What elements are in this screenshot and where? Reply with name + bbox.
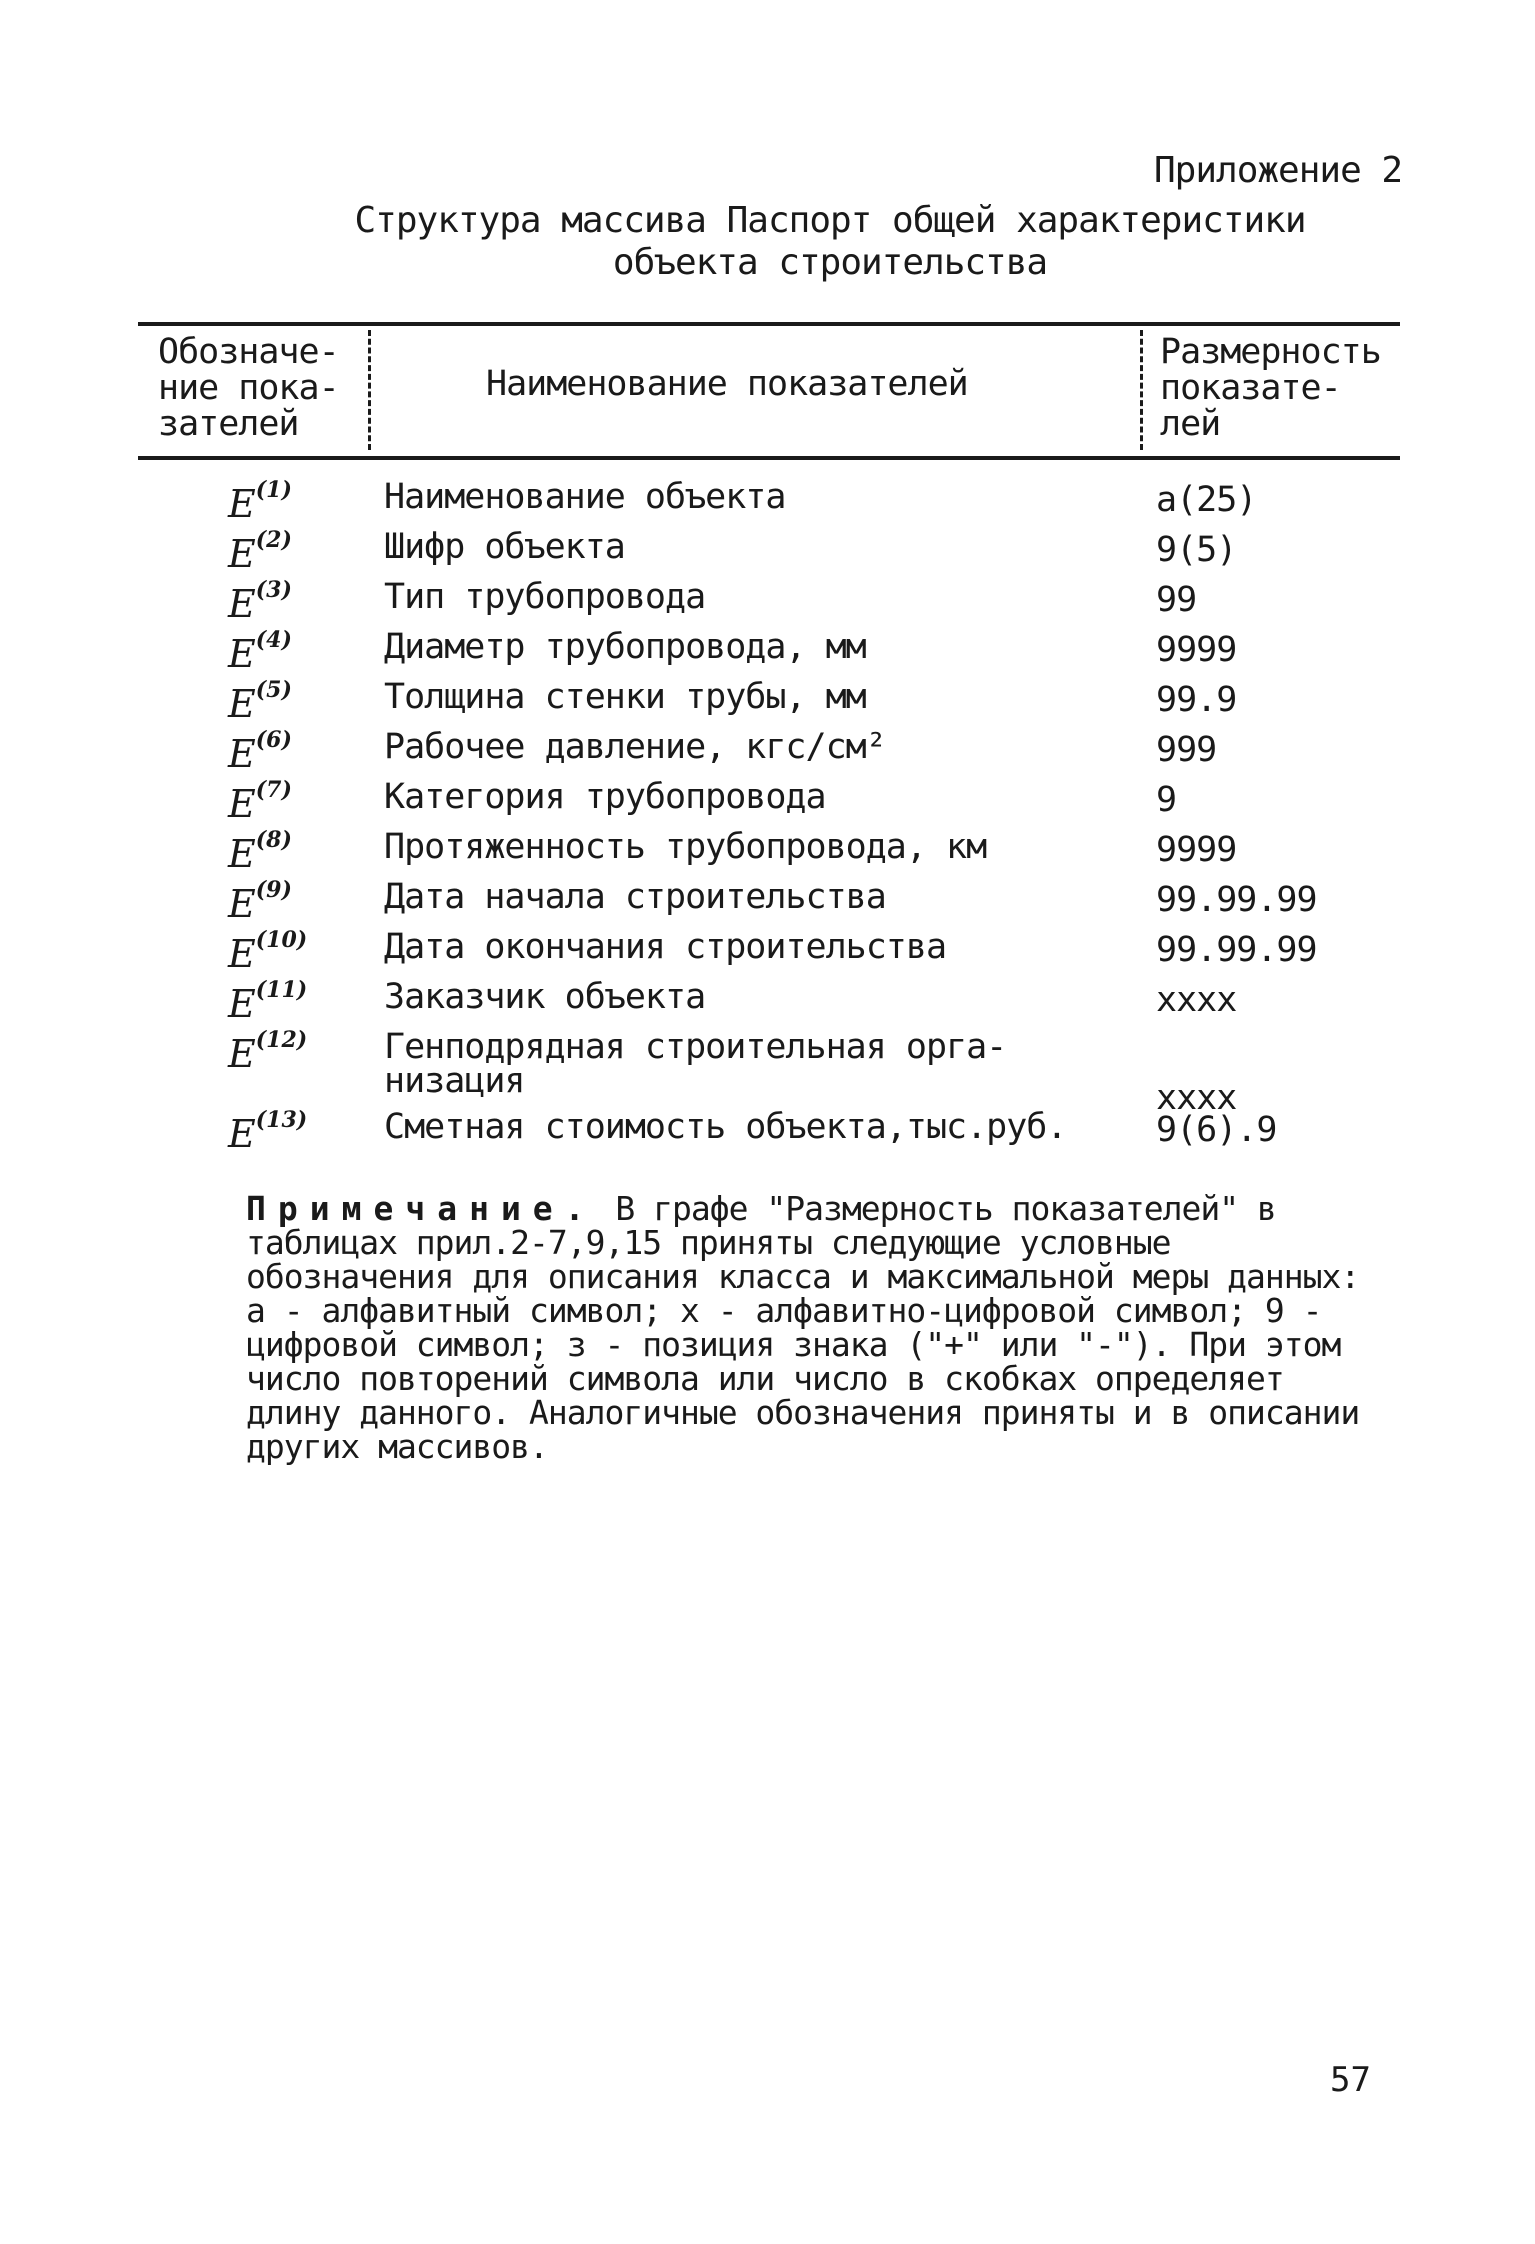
indicator-name: Рабочее давление, кгс/см² (384, 727, 886, 767)
appendix-label: Приложение 2 (1154, 150, 1403, 191)
table-row (0, 677, 1535, 730)
symbol-index: (13) (255, 1107, 308, 1134)
indicator-name: Категория трубопровода (384, 777, 826, 817)
indicator-dimension: 99 (1156, 580, 1197, 620)
indicator-name: Тип трубопровода (384, 577, 706, 617)
symbol-letter: E (228, 882, 256, 926)
indicator-symbol (228, 1027, 308, 1076)
symbol-index: (9) (255, 877, 292, 904)
note-text: В графе "Размерность показателей" в таблицах прил.2-7,9,15 приняты следующие условные обозначения для описания класса и максимальной меры данных: а - алфавитный символ; х - алфавитно-цифровой символ; 9 - цифровой символ; з - позиция знака ("+" или "-"). При этом число повторений символа или число в скобках определяет длину данного. Аналогичные обозначения приняты и в описании других массивов. (246, 1189, 1360, 1466)
indicator-dimension: 9999 (1156, 630, 1237, 670)
indicator-symbol (228, 727, 292, 776)
header-name: Наименование показателей (486, 364, 968, 404)
symbol-index: (7) (255, 777, 292, 804)
symbol-letter: E (228, 932, 256, 976)
indicator-name: Генподрядная строительная орга- низация (384, 1027, 1007, 1101)
table-row (0, 777, 1535, 830)
symbol-letter: E (228, 832, 256, 876)
symbol-letter: E (228, 1032, 256, 1076)
indicator-dimension: a(25) (1156, 480, 1257, 520)
table-row (0, 827, 1535, 880)
indicator-symbol (228, 927, 308, 976)
table-top-rule (138, 322, 1400, 326)
indicator-symbol (228, 477, 292, 526)
table-row (0, 977, 1535, 1030)
symbol-index: (12) (255, 1027, 308, 1054)
indicator-symbol (228, 777, 292, 826)
symbol-letter: E (228, 632, 256, 676)
indicator-name: Толщина стенки трубы, мм (384, 677, 866, 717)
table-row (0, 927, 1535, 980)
table-row (0, 527, 1535, 580)
symbol-letter: E (228, 582, 256, 626)
indicator-dimension: 99.99.99 (1156, 930, 1317, 970)
indicator-symbol (228, 827, 292, 876)
header-designation: Обозначе- ние пока- зателей (158, 332, 339, 444)
table-row (0, 1107, 1535, 1160)
table-header-rule (138, 456, 1400, 460)
symbol-letter: E (228, 982, 256, 1026)
header-separator (368, 330, 371, 450)
symbol-letter: E (228, 782, 256, 826)
indicator-dimension: 9(5) (1156, 530, 1237, 570)
symbol-index: (11) (255, 977, 308, 1004)
indicator-dimension: 9(6).9 (1156, 1110, 1277, 1150)
table-row (0, 577, 1535, 630)
indicator-name: Шифр объекта (384, 527, 625, 567)
table-row (0, 877, 1535, 930)
indicator-dimension: хххх (1156, 1078, 1237, 1118)
symbol-index: (5) (255, 677, 292, 704)
note-paragraph (246, 1189, 1376, 1466)
symbol-letter: E (228, 482, 256, 526)
table-row (0, 727, 1535, 780)
indicator-symbol (228, 877, 292, 926)
indicator-dimension: 9 (1156, 780, 1177, 820)
indicator-name: Наименование объекта (384, 477, 786, 517)
indicator-symbol (228, 577, 292, 626)
indicator-dimension: хххх (1156, 980, 1237, 1020)
symbol-index: (10) (255, 927, 308, 954)
header-separator (1140, 330, 1143, 450)
indicator-symbol (228, 1107, 308, 1156)
page-number: 57 (1330, 2060, 1371, 2100)
indicator-name: Заказчик объекта (384, 977, 706, 1017)
symbol-letter: E (228, 732, 256, 776)
symbol-index: (3) (255, 577, 292, 604)
indicator-name: Дата начала строительства (384, 877, 886, 917)
page-title: Структура массива Паспорт общей характеристики объекта строительства (354, 200, 1306, 283)
indicator-name: Диаметр трубопровода, мм (384, 627, 866, 667)
symbol-letter: E (228, 1112, 256, 1156)
indicator-dimension: 9999 (1156, 830, 1237, 870)
indicator-symbol (228, 977, 308, 1026)
symbol-index: (6) (255, 727, 292, 754)
indicator-name: Протяженность трубопровода, км (384, 827, 987, 867)
indicator-dimension: 999 (1156, 730, 1217, 770)
header-dimension: Размерность показате- лей (1160, 332, 1381, 444)
table-row (0, 627, 1535, 680)
indicator-name: Дата окончания строительства (384, 927, 947, 967)
symbol-index: (4) (255, 627, 292, 654)
table-row (0, 477, 1535, 530)
indicator-symbol (228, 527, 292, 576)
table-row (0, 1027, 1535, 1118)
symbol-letter: E (228, 682, 256, 726)
symbol-index: (8) (255, 827, 292, 854)
note-lead: Примечание. (246, 1189, 597, 1228)
indicator-name: Сметная стоимость объекта,тыс.руб. (384, 1107, 1067, 1147)
indicator-symbol (228, 627, 292, 676)
symbol-index: (2) (255, 527, 292, 554)
indicator-symbol (228, 677, 292, 726)
indicator-dimension: 99.9 (1156, 680, 1237, 720)
indicator-dimension: 99.99.99 (1156, 880, 1317, 920)
symbol-letter: E (228, 532, 256, 576)
symbol-index: (1) (255, 477, 292, 504)
